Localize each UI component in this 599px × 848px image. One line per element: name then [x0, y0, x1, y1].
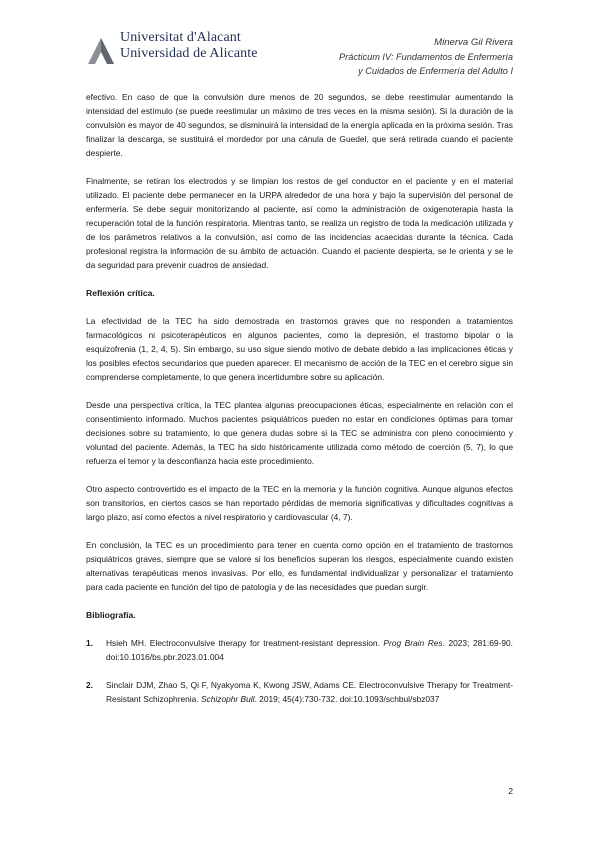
course-title-line1: Prácticum IV: Fundamentos de Enfermería	[339, 52, 513, 62]
bibliography-text: Hsieh MH. Electroconvulsive therapy for treatment-resistant depression.	[106, 638, 384, 648]
logo-line-spanish: Universidad de Alicante	[120, 46, 258, 61]
header-info	[339, 36, 513, 78]
paragraph-6: En conclusión, la TEC es un procedimiento para tener en cuenta como opción en el tratamiento de trastornos psiquiátricos graves, siempre que se valore si los beneficios superan los riesgos, especialmente cuando existen alternativas terapéuticas menos invasivas. Por ello, es fundamental individualizar y personalizar el tratamiento para cada paciente en función del tipo de patología y de las necesidades que puedan surgir.	[86, 540, 513, 592]
bibliography-journal: Prog Brain Res	[383, 638, 443, 648]
paragraph-3: La efectividad de la TEC ha sido demostrada en trastornos graves que no responden a tratamientos farmacológicos ni psicoterapéuticos en algunos pacientes, como la depresión, el trastorno bipolar o la esquizofrenia (1, 2, 4, 5). Sin embargo, su uso sigue siendo motivo de debate debido a las implicaciones éticas y los posibles efectos secundarios que pueden aparecer. El mecanismo de acción de la TEC en el cerebro sigue sin comprenderse completamente, lo que genera incertidumbre sobre su aplicación.	[86, 316, 513, 382]
section-heading-bibliografia: Bibliografía.	[86, 610, 136, 620]
paragraph-2: Finalmente, se retiran los electrodos y se limpian los restos de gel conductor en el paciente y en el material utilizado. El paciente debe permanecer en la URPA alrededor de una hora y bajo la supervisión del personal de enfermería. Se debe seguir monitorizando al paciente, así como la administración de oxigenoterapia hasta la recuperación total de la función respiratoria. Mientras tanto, se realiza un registro de toda la medicación utilizada y de los parámetros relativos a la convulsión, así como de las incidencias acaecidas durante la técnica. Cada profesional registra la información de su ámbito de actuación. Cuando el paciente despierta, se le orienta y se le da seguridad para prevenir cuadros de ansiedad.	[86, 176, 513, 270]
bibliography-details: . 2023; 281:69-90. doi:10.1016/bs.pbr.2023.01.004	[106, 638, 513, 662]
bibliography-item	[86, 636, 513, 664]
bibliography-number: 2.	[86, 680, 93, 690]
bibliography-item	[86, 678, 513, 706]
bibliography-number: 1.	[86, 638, 93, 648]
logo-wordmark	[120, 30, 258, 62]
main-content	[86, 90, 513, 706]
course-title-line2: y Cuidados de Enfermería del Adulto I	[358, 66, 513, 76]
logo-line-valencian: Universitat d'Alacant	[120, 30, 241, 45]
bibliography-list	[86, 636, 513, 706]
author-name: Minerva Gil Rivera	[434, 37, 513, 48]
university-emblem-icon	[86, 32, 116, 66]
university-logo	[86, 30, 286, 72]
page-number: 2	[508, 786, 513, 796]
paragraph-5: Otro aspecto controvertido es el impacto de la TEC en la memoria y la función cognitiva. Aunque algunos efectos son transitorios, en ciertos casos se han reportado pérdidas de memoria significativas y dificultades cognitivas a largo plazo, así como efectos a nivel respiratorio y cardiovascular (4, 7).	[86, 484, 513, 522]
bibliography-text: Sinclair DJM, Zhao S, Qi F, Nyakyoma K, Kwong JSW, Adams CE. Electroconvulsive Therapy for Treatment-Resistant Schizophrenia.	[106, 680, 513, 704]
paragraph-1: efectivo. En caso de que la convulsión dure menos de 20 segundos, se debe reestimular aumentando la intensidad del estímulo (se puede reestimular un máximo de tres veces en la misma sesión). Si la duración de la convulsión es mayor de 40 segundos, se disminuirá la intensidad de la energía aplicada en la próxima sesión. Tras finalizar la descarga, se sustituirá el mordedor por una cánula de Guedel, que será retirada cuando el paciente despierte.	[86, 92, 513, 158]
paragraph-4: Desde una perspectiva crítica, la TEC plantea algunas preocupaciones éticas, especialmente en relación con el consentimiento informado. Muchos pacientes psiquiátricos pueden no estar en condiciones óptimas para tomar decisiones sobre su tratamiento, lo que genera dudas sobre si la TEC se administra con pleno conocimiento y voluntad del paciente. Además, la TEC ha sido históricamente utilizada como método de coerción (5, 7), lo que refuerza el temor y la desconfianza hacia este procedimiento.	[86, 400, 513, 466]
bibliography-journal: Schizophr Bull	[200, 694, 255, 704]
bibliography-details: . 2019; 45(4):730-732. doi:10.1093/schbul/sbz037	[254, 694, 440, 704]
section-heading-reflexion: Reflexión crítica.	[86, 288, 155, 298]
